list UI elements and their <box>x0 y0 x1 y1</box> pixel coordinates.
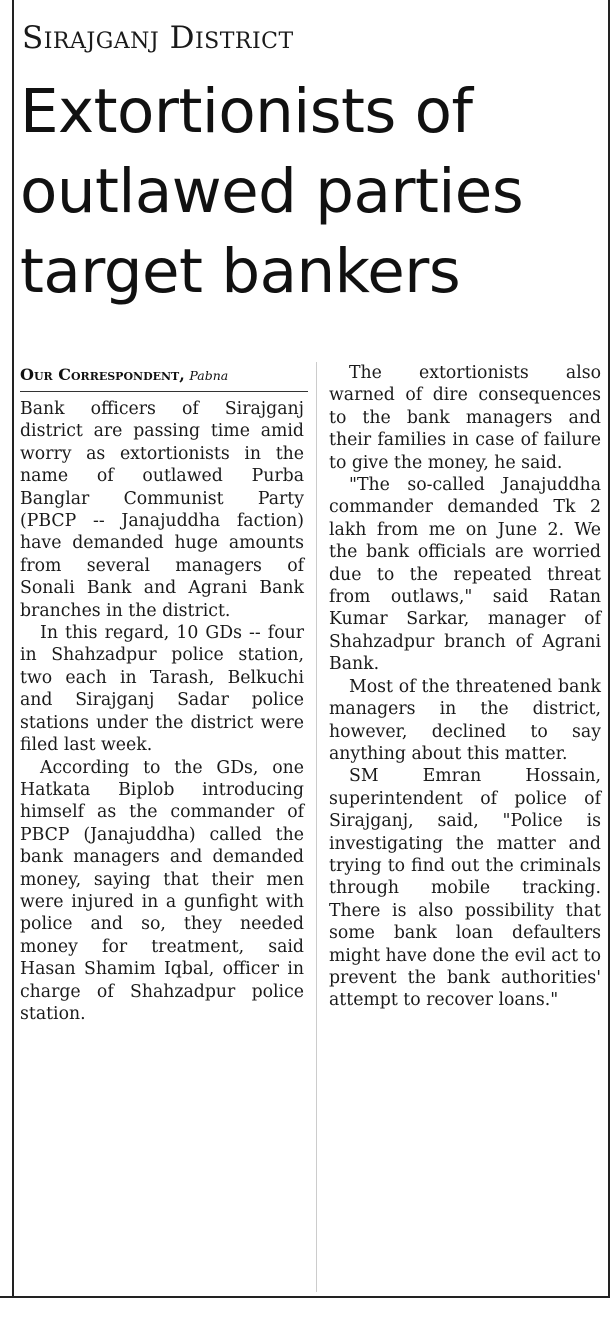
paragraph: According to the GDs, one Hatkata Biplob introducing himself as the commander of PBCP (Janajuddha) called the bank managers and demanded money, saying that their men were injured in a gunfight with police and so, they needed money for treatment, said Hasan Shamim Iqbal, officer in charge of Shahzadpur police station. <box>20 757 304 1024</box>
paragraph: "The so-called Janajuddha commander demanded Tk 2 lakh from me on June 2. We the bank officials are worried due to the repeated threat from outlaws," said Ratan Kumar Sarkar, manager of Shahzadpur branch of Agrani Bank. <box>329 475 601 675</box>
paragraph: In this regard, 10 GDs -- four in Shahzadpur police station, two each in Tarash, Belkuchi and Sirajganj Sadar police stations under the district were filed last week. <box>20 623 304 756</box>
column-divider <box>316 362 317 1292</box>
left-border-rule <box>12 0 14 1297</box>
section-kicker: Sirajganj District <box>22 20 294 56</box>
paragraph: The extortionists also warned of dire consequences to the bank managers and their families in case of failure to give the money, he said. <box>329 363 601 473</box>
bottom-border-rule <box>0 1296 610 1298</box>
article-headline: Extortionists of outlawed parties target bankers <box>20 76 524 307</box>
paragraph: Most of the threatened bank managers in the district, however, declined to say anything about this matter. <box>329 676 601 764</box>
article-column-2 <box>329 362 601 1012</box>
paragraph: SM Emran Hossain, superintendent of police of Sirajganj, said, "Police is investigating the matter and trying to find out the criminals through mobile tracking. There is also possibility that some bank loan defaulters might have done the evil act to prevent the bank authorities' attempt to recover loans." <box>329 766 601 1011</box>
right-border-rule <box>608 0 610 1297</box>
byline-place: Pabna <box>189 368 229 383</box>
byline-rule <box>20 391 308 392</box>
byline-name: Our Correspondent, <box>20 365 185 384</box>
paragraph: Bank officers of Sirajganj district are passing time amid worry as extortionists in the name of outlawed Purba Banglar Communist Party (PBCP -- Janajuddha faction) have demanded huge amounts from several managers of Sonali Bank and Agrani Bank branches in the district. <box>20 399 304 621</box>
article-column-1 <box>20 398 304 1025</box>
byline <box>20 364 310 387</box>
